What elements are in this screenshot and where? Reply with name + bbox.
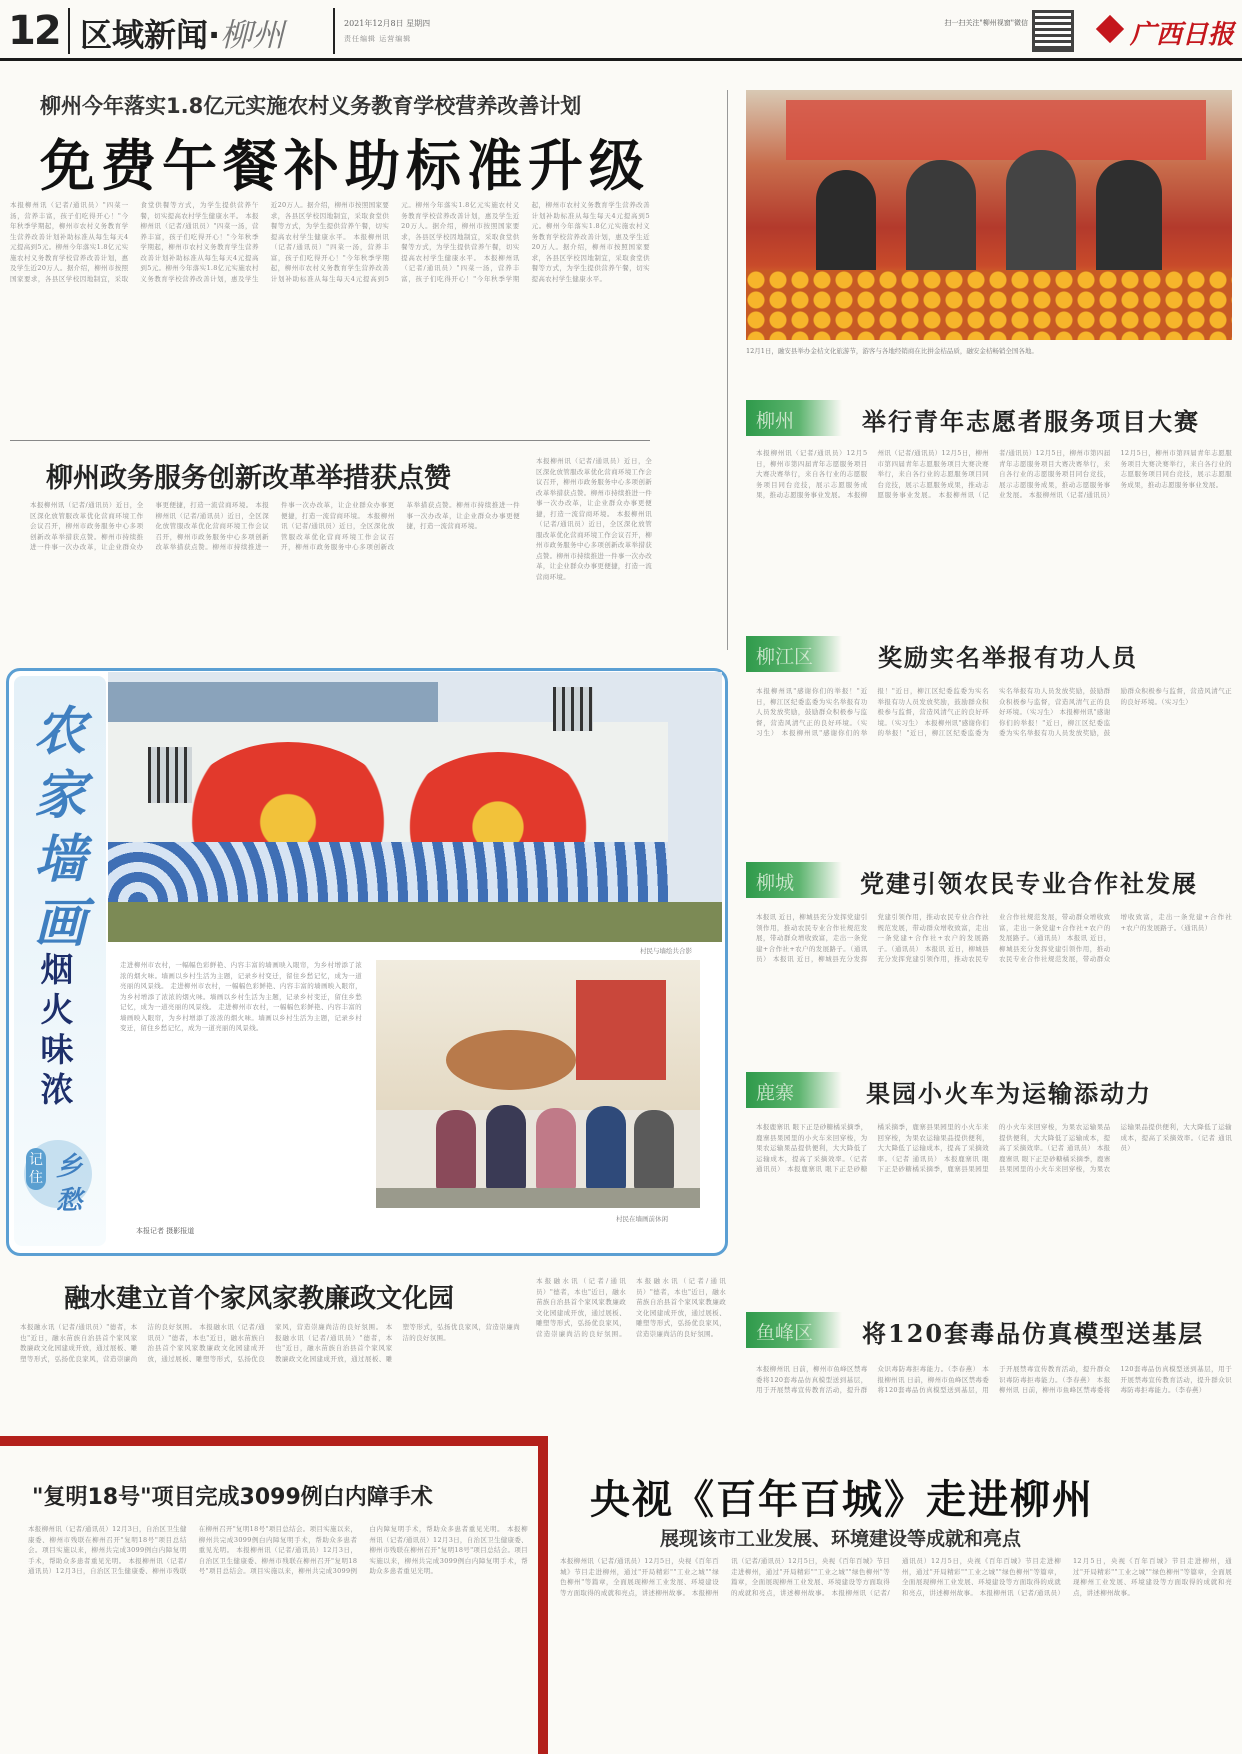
fruit-display [746, 270, 1232, 340]
villager [486, 1105, 526, 1190]
gov-body: 本报柳州讯（记者/通讯员）近日，全区深化放管服改革优化营商环境工作会议召开，柳州市政务服务中心多项创新改革举措获点赞。柳州市持续推进一件事一次办改革，让企业群众办事更便捷，打造一流营商环境。 本报柳州讯（记者/通讯员）近日，全区深化放管服改革优化营商环境工作会议召开，柳州市政务服务中心多项创新改革举措获点赞。柳州市持续推进一件事一次办改革，让企业群众办事更便捷，打造一流营商环境。 本报柳州讯（记者/通讯员）近日，全区深化放管服改革优化营商环境工作会议召开，柳州市政务服务中心多项创新改革举措获点赞。柳州市持续推进一件事一次办改革，让企业群众办事更便捷，打造一流营商环境。 [30, 501, 520, 551]
gov-headline: 柳州政务服务创新改革举措获点赞 [46, 463, 451, 494]
mural-house [576, 980, 666, 1080]
mural-blue-wave [108, 842, 668, 902]
qr-code-icon [1032, 10, 1074, 52]
party-body: 本报讯 近日，柳城县充分发挥党建引领作用，推动农民专业合作社规范发展，带动群众增收致富，走出一条党建+合作社+农户的发展路子。（通讯员） 本报讯 近日，柳城县充分发挥党建引领作用，推动农民专业合作社规范发展，带动群众增收致富，走出一条党建+合作社+农户的发展路子。（通讯员） 本报讯 近日，柳城县充分发挥党建引领作用，推动农民专业合作社规范发展，带动群众增收致富，走出一条党建+合作社+农户的发展路子。（通讯员） 本报讯 近日，柳城县充分发挥党建引领作用，推动农民专业合作社规范发展，带动群众增收致富，走出一条党建+合作社+农户的发展路子。（通讯员） [756, 913, 1232, 963]
volunteer-tag: 柳州 [746, 400, 842, 436]
mural-photo-caption1: 村民与墙绘共合影 [640, 947, 692, 955]
section-title: 区域新闻·柳州 [80, 16, 285, 54]
drug-body: 本报柳州讯 日前，柳州市鱼峰区禁毒委将120套毒品仿真模型送到基层，用于开展禁毒宣传教育活动，提升群众识毒防毒拒毒能力。（李春燕） 本报柳州讯 日前，柳州市鱼峰区禁毒委将120套毒品仿真模型送到基层，用于开展禁毒宣传教育活动，提升群众识毒防毒拒毒能力。（李春燕） 本报柳州讯 日前，柳州市鱼峰区禁毒委将120套毒品仿真模型送到基层，用于开展禁毒宣传教育活动，提升群众识毒防毒拒毒能力。（李春燕） [756, 1365, 1232, 1394]
villager [634, 1110, 674, 1190]
lunch-headline: 免费午餐补助标准升级 [40, 134, 651, 198]
photo-top-caption: 12月1日，融安县举办金桔文化旅游节，游客与各地经销商在比拼金桔品质，融安金桔畅销全国各地。 [746, 347, 1038, 355]
villager [586, 1106, 626, 1190]
lunch-body: 本报柳州讯（记者/通讯员）"四菜一汤，营养丰富，孩子们吃得开心！"今年秋季学期起，柳州市农村义务教育学生营养改善计划补助标准从每生每天4元提高到5元。柳州今年落实1.8亿元实施农村义务教育学校营养改善计划，惠及学生近20万人。据介绍，柳州市按照国家要求，各县区学校因地制宜，采取食堂供餐等方式，为学生提供营养午餐，切实提高农村学生健康水平。 本报柳州讯（记者/通讯员）"四菜一汤，营养丰富，孩子们吃得开心！"今年秋季学期起，柳州市农村义务教育学生营养改善计划补助标准从每生每天4元提高到5元。柳州今年落实1.8亿元实施农村义务教育学校营养改善计划，惠及学生近20万人。据介绍，柳州市按照国家要求，各县区学校因地制宜，采取食堂供餐等方式，为学生提供营养午餐，切实提高农村学生健康水平。 本报柳州讯（记者/通讯员）"四菜一汤，营养丰富，孩子们吃得开心！"今年秋季学期起，柳州市农村义务教育学生营养改善计划补助标准从每生每天4元提高到5元。柳州今年落实1.8亿元实施农村义务教育学校营养改善计划，惠及学生近20万人。据介绍，柳州市按照国家要求，各县区学校因地制宜，采取食堂供餐等方式，为学生提供营养午餐，切实提高农村学生健康水平。 本报柳州讯（记者/通讯员）"四菜一汤，营养丰富，孩子们吃得开心！"今年秋季学期起，柳州市农村义务教育学生营养改善计划补助标准从每生每天4元提高到5元。柳州今年落实1.8亿元实施农村义务教育学校营养改善计划，惠及学生近20万人。据介绍，柳州市按照国家要求，各县区学校因地制宜，采取食堂供餐等方式，为学生提供营养午餐，切实提高农村学生健康水平。 [10, 201, 650, 283]
fuming-body: 本报柳州讯（记者/通讯员）12月3日，自治区卫生健康委、柳州市残联在柳州召开"复明18号"项目总结会。项目实施以来，柳州共完成3099例白内障复明手术，帮助众多患者重见光明。 本报柳州讯（记者/通讯员）12月3日，自治区卫生健康委、柳州市残联在柳州召开"复明18号"项目总结会。项目实施以来，柳州共完成3099例白内障复明手术，帮助众多患者重见光明。 本报柳州讯（记者/通讯员）12月3日，自治区卫生健康委、柳州市残联在柳州召开"复明18号"项目总结会。项目实施以来，柳州共完成3099例白内障复明手术，帮助众多患者重见光明。 本报柳州讯（记者/通讯员）12月3日，自治区卫生健康委、柳州市残联在柳州召开"复明18号"项目总结会。项目实施以来，柳州共完成3099例白内障复明手术，帮助众多患者重见光明。 [28, 1525, 528, 1575]
logo-text: 广西日报 [1130, 20, 1235, 50]
party-tag: 柳城 [746, 862, 842, 898]
ground [108, 902, 722, 942]
person [1096, 160, 1162, 280]
rongshui-body-cont: 本报融水讯（记者/通讯员）"德者，本也"近日，融水苗族自治县首个家风家教廉政文化园建成开放，通过展板、雕塑等形式，弘扬优良家风，营造崇廉尚洁的良好氛围。 本报融水讯（记者/通讯员）"德者，本也"近日，融水苗族自治县首个家风家教廉政文化园建成开放，通过展板、雕塑等形式，弘扬优良家风，营造崇廉尚洁的良好氛围。 [536, 1277, 726, 1338]
photo-mural-villagers [376, 960, 700, 1208]
scan-text: 扫一扫关注"柳州视窗"微信 [944, 19, 1028, 27]
cctv-subhead: 展现该市工业发展、环境建设等成就和亮点 [660, 1528, 1022, 1550]
editor-line: 责任编辑 运营编辑 [344, 35, 412, 43]
ground [376, 1188, 700, 1208]
mural-table [446, 1030, 576, 1090]
party-headline: 党建引领农民专业合作社发展 [860, 869, 1198, 898]
villager [536, 1108, 576, 1190]
date-line: 2021年12月8日 星期四 [344, 19, 431, 28]
person [816, 170, 876, 280]
cctv-headline: 央视《百年百城》走进柳州 [590, 1477, 1094, 1523]
train-body: 本报鹿寨讯 眼下正是砂糖橘采摘季，鹿寨县果园里的小火车来回穿梭，为果农运输果品提供便利，大大降低了运输成本，提高了采摘效率。（记者 通讯员） 本报鹿寨讯 眼下正是砂糖橘采摘季，鹿寨县果园里的小火车来回穿梭，为果农运输果品提供便利，大大降低了运输成本，提高了采摘效率。（记者 通讯员） 本报鹿寨讯 眼下正是砂糖橘采摘季，鹿寨县果园里的小火车来回穿梭，为果农运输果品提供便利，大大降低了运输成本，提高了采摘效率。（记者 通讯员） 本报鹿寨讯 眼下正是砂糖橘采摘季，鹿寨县果园里的小火车来回穿梭，为果农运输果品提供便利，大大降低了运输成本，提高了采摘效率。（记者 通讯员） [756, 1123, 1232, 1173]
masthead-rule [0, 58, 1242, 61]
person [1006, 150, 1076, 280]
mural-badge1: 记住 [26, 1148, 46, 1190]
logo [1096, 10, 1236, 52]
volunteer-headline: 举行青年志愿者服务项目大赛 [862, 407, 1200, 436]
report-body: 本报柳州讯"感谢你们的举报！"近日，柳江区纪委监委为实名举报有功人员发放奖励，鼓励群众积极参与监督，营造风清气正的良好环境。（实习生） 本报柳州讯"感谢你们的举报！"近日，柳江区纪委监委为实名举报有功人员发放奖励，鼓励群众积极参与监督，营造风清气正的良好环境。（实习生） 本报柳州讯"感谢你们的举报！"近日，柳江区纪委监委为实名举报有功人员发放奖励，鼓励群众积极参与监督，营造风清气正的良好环境。（实习生） 本报柳州讯"感谢你们的举报！"近日，柳江区纪委监委为实名举报有功人员发放奖励，鼓励群众积极参与监督，营造风清气正的良好环境。（实习生） [756, 687, 1232, 737]
divider [333, 8, 335, 54]
rule [10, 440, 650, 441]
mural-title: 农家墙画 [33, 701, 86, 954]
window [553, 687, 593, 731]
train-tag: 鹿寨 [746, 1072, 842, 1108]
mural-badge2: 乡愁 [56, 1152, 83, 1216]
mural-body: 走进柳州市农村，一幅幅色彩鲜艳、内容丰富的墙画映入眼帘，为乡村增添了浓浓的烟火味。墙画以乡村生活为主题，记录乡村变迁，留住乡愁记忆，成为一道亮丽的风景线。 走进柳州市农村，一幅幅色彩鲜艳、内容丰富的墙画映入眼帘，为乡村增添了浓浓的烟火味。墙画以乡村生活为主题，记录乡村变迁，留住乡愁记忆，成为一道亮丽的风景线。 走进柳州市农村，一幅幅色彩鲜艳、内容丰富的墙画映入眼帘，为乡村增添了浓浓的烟火味。墙画以乡村生活为主题，记录乡村变迁，留住乡愁记忆，成为一道亮丽的风景线。 [120, 961, 362, 1032]
roof [108, 682, 438, 722]
train-headline: 果园小火车为运输添动力 [866, 1079, 1152, 1108]
drug-tag: 鱼峰区 [746, 1312, 842, 1348]
cctv-body: 本报柳州讯（记者/通讯员）12月5日，央视《百年百城》节目走进柳州，通过"开局精彩""工业之城""绿色柳州"等篇章，全面展现柳州工业发展、环境建设等方面取得的成就和亮点，讲述柳州故事。 本报柳州讯（记者/通讯员）12月5日，央视《百年百城》节目走进柳州，通过"开局精彩""工业之城""绿色柳州"等篇章，全面展现柳州工业发展、环境建设等方面取得的成就和亮点，讲述柳州故事。 本报柳州讯（记者/通讯员）12月5日，央视《百年百城》节目走进柳州，通过"开局精彩""工业之城""绿色柳州"等篇章，全面展现柳州工业发展、环境建设等方面取得的成就和亮点，讲述柳州故事。 本报柳州讯（记者/通讯员）12月5日，央视《百年百城》节目走进柳州，通过"开局精彩""工业之城""绿色柳州"等篇章，全面展现柳州工业发展、环境建设等方面取得的成就和亮点，讲述柳州故事。 [560, 1557, 1232, 1597]
report-headline: 奖励实名举报有功人员 [878, 643, 1138, 672]
villager [436, 1110, 476, 1190]
banner [786, 100, 1206, 160]
window [148, 747, 192, 803]
photo-mural-wall [108, 672, 722, 942]
mural-subtitle: 烟火味浓 [40, 950, 74, 1109]
masthead [0, 0, 1242, 60]
mural-photo-caption2: 村民在墙画前休闲 [616, 1215, 668, 1223]
photo-golden-kumquat [746, 90, 1232, 340]
lunch-kicker: 柳州今年落实1.8亿元实施农村义务教育学校营养改善计划 [40, 94, 582, 118]
person [906, 160, 976, 280]
divider [68, 8, 70, 54]
volunteer-body: 本报柳州讯（记者/通讯员）12月5日，柳州市第四届青年志愿服务项目大赛决赛举行，来自各行业的志愿服务项目同台竞技，展示志愿服务成果，推动志愿服务事业发展。 本报柳州讯（记者/通讯员）12月5日，柳州市第四届青年志愿服务项目大赛决赛举行，来自各行业的志愿服务项目同台竞技，展示志愿服务成果，推动志愿服务事业发展。 本报柳州讯（记者/通讯员）12月5日，柳州市第四届青年志愿服务项目大赛决赛举行，来自各行业的志愿服务项目同台竞技，展示志愿服务成果，推动志愿服务事业发展。 本报柳州讯（记者/通讯员）12月5日，柳州市第四届青年志愿服务项目大赛决赛举行，来自各行业的志愿服务项目同台竞技，展示志愿服务成果，推动志愿服务事业发展。 [756, 449, 1232, 499]
rongshui-body: 本报融水讯（记者/通讯员）"德者，本也"近日，融水苗族自治县首个家风家教廉政文化园建成开放，通过展板、雕塑等形式，弘扬优良家风，营造崇廉尚洁的良好氛围。 本报融水讯（记者/通讯员）"德者，本也"近日，融水苗族自治县首个家风家教廉政文化园建成开放，通过展板、雕塑等形式，弘扬优良家风，营造崇廉尚洁的良好氛围。 本报融水讯（记者/通讯员）"德者，本也"近日，融水苗族自治县首个家风家教廉政文化园建成开放，通过展板、雕塑等形式，弘扬优良家风，营造崇廉尚洁的良好氛围。 [20, 1323, 520, 1363]
page-number: 12 [8, 8, 60, 54]
column-rule [727, 90, 728, 650]
rongshui-headline: 融水建立首个家风家教廉政文化园 [64, 1284, 455, 1314]
report-tag: 柳江区 [746, 636, 842, 672]
logo-diamond-icon [1096, 15, 1124, 43]
mural-byline: 本报记者 摄影报道 [136, 1227, 195, 1235]
gov-body-cont: 本报柳州讯（记者/通讯员）近日，全区深化放管服改革优化营商环境工作会议召开，柳州市政务服务中心多项创新改革举措获点赞。柳州市持续推进一件事一次办改革，让企业群众办事更便捷，打造一流营商环境。 本报柳州讯（记者/通讯员）近日，全区深化放管服改革优化营商环境工作会议召开，柳州市政务服务中心多项创新改革举措获点赞。柳州市持续推进一件事一次办改革，让企业群众办事更便捷，打造一流营商环境。 [536, 457, 652, 581]
drug-headline: 将120套毒品仿真模型送基层 [862, 1319, 1205, 1348]
fuming-headline: "复明18号"项目完成3099例白内障手术 [32, 1485, 433, 1510]
